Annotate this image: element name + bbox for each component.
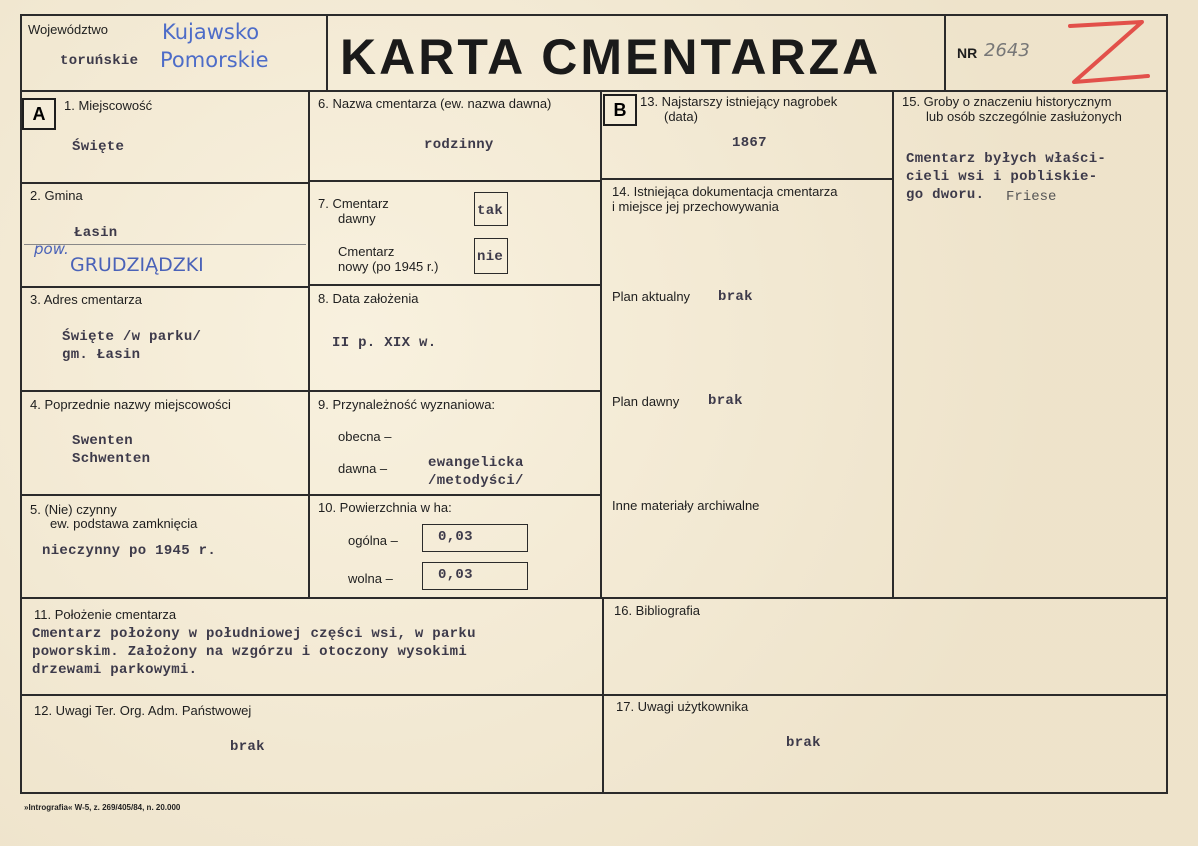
nr-value: 2643 — [984, 40, 1030, 61]
f5-value: nieczynny po 1945 r. — [42, 543, 217, 559]
section-a-box: A — [22, 98, 56, 130]
frame-left — [20, 14, 22, 794]
f9-obecna-label: obecna – — [338, 429, 392, 444]
c2-row-4 — [310, 494, 602, 496]
f15-label-2: lub osób szczególnie zasłużonych — [926, 109, 1122, 124]
f9-dawna-label: dawna – — [338, 461, 388, 476]
f10-ogolna-label: ogólna – — [348, 533, 398, 548]
f7-label-2: dawny — [338, 211, 376, 226]
f5-label-1: 5. (Nie) czynny — [30, 502, 117, 517]
bottom-section-mid — [20, 694, 1168, 696]
col-sep-2 — [600, 92, 602, 598]
f12-value: brak — [230, 739, 265, 755]
inne-materialy-label: Inne materiały archiwalne — [612, 498, 760, 513]
f5-label-2: ew. podstawa zamknięcia — [50, 516, 198, 531]
f15-label-1: 15. Groby o znaczeniu historycznym — [902, 94, 1112, 109]
f8-value: II p. XIX w. — [332, 335, 437, 351]
f17-label: 17. Uwagi użytkownika — [616, 699, 749, 714]
f8-label: 8. Data założenia — [318, 291, 419, 306]
f15-value: Cmentarz byłych właści- cieli wsi i pobliskie- go dworu. — [906, 151, 1107, 203]
c2-row-1 — [310, 180, 602, 182]
c2-row-2 — [310, 284, 602, 286]
f14-label-2: i miejsce jej przechowywania — [612, 199, 779, 214]
c1-row-3 — [20, 390, 310, 392]
card-title: KARTA CMENTARZA — [340, 29, 882, 85]
f10-label: 10. Powierzchnia w ha: — [318, 500, 452, 515]
f14-label-1: 14. Istniejąca dokumentacja cmentarza — [612, 184, 838, 199]
f9-dawna-value: ewangelicka /metodyści/ — [428, 455, 524, 489]
plan-dawny-value: brak — [708, 393, 743, 409]
f2-label: 2. Gmina — [30, 188, 83, 203]
header-sep-2 — [944, 14, 946, 92]
section-b-box: B — [603, 94, 637, 126]
f7b-value: nie — [477, 249, 504, 265]
bottom-section-top — [20, 597, 1168, 599]
c1-row-4 — [20, 494, 310, 496]
f2-value: Łasin — [74, 225, 118, 241]
stamp-line-1: Kujawsko — [162, 20, 260, 44]
f9-label: 9. Przynależność wyznaniowa: — [318, 397, 496, 412]
f11-label: 11. Położenie cmentarza — [34, 607, 177, 622]
header-divider — [20, 90, 1168, 92]
f10-wolna-value: 0,03 — [438, 567, 473, 583]
c2-row-3 — [310, 390, 602, 392]
f7-label-1: 7. Cmentarz — [318, 196, 389, 211]
wojewodztwo-label: Województwo — [28, 22, 108, 37]
f1-value: Święte — [72, 139, 125, 155]
col-sep-1 — [308, 92, 310, 598]
f7-value: tak — [477, 203, 504, 219]
f10-wolna-label: wolna – — [348, 571, 393, 586]
plan-aktualny-value: brak — [718, 289, 753, 305]
col-sep-3 — [892, 92, 894, 598]
red-z-mark — [1062, 16, 1152, 88]
f15-extra: Friese — [1006, 189, 1057, 205]
f10-ogolna-value: 0,03 — [438, 529, 473, 545]
f4-label: 4. Poprzednie nazwy miejscowości — [30, 397, 231, 412]
plan-aktualny-label: Plan aktualny — [612, 289, 691, 304]
wojewodztwo-value: toruńskie — [60, 53, 139, 69]
frame-right — [1166, 14, 1168, 794]
c1-row-2 — [20, 286, 310, 288]
c3-row-1 — [602, 178, 892, 180]
f12-label: 12. Uwagi Ter. Org. Adm. Państwowej — [34, 703, 252, 718]
f7b-label-1: Cmentarz — [338, 244, 395, 259]
f2-pow-label: pow. — [34, 240, 69, 258]
f6-label: 6. Nazwa cmentarza (ew. nazwa dawna) — [318, 96, 552, 111]
f16-label: 16. Bibliografia — [614, 603, 700, 618]
f11-value: Cmentarz położony w południowej części wsi, w parku poworskim. Założony na wzgórzu i otoczony wysokimi drzewami parkowymi. — [32, 626, 476, 678]
f7b-label-2: nowy (po 1945 r.) — [338, 259, 439, 274]
print-footer: »Intrografia« W-5, z. 269/405/84, n. 20.000 — [24, 803, 181, 812]
f17-value: brak — [786, 735, 821, 751]
plan-dawny-label: Plan dawny — [612, 394, 680, 409]
c1-row-1 — [20, 182, 310, 184]
frame-top — [20, 14, 1168, 16]
f3-label: 3. Adres cmentarza — [30, 292, 142, 307]
f1-label: 1. Miejscowość — [64, 98, 153, 113]
f2-pow-value: GRUDZIĄDZKI — [70, 254, 204, 276]
f4-value: Swenten Schwenten — [72, 433, 151, 467]
f13-label-2: (data) — [664, 109, 698, 124]
f13-value: 1867 — [732, 135, 767, 151]
stamp-line-2: Pomorskie — [160, 48, 269, 72]
frame-bottom — [20, 792, 1168, 794]
f3-value: Święte /w parku/ gm. Łasin — [62, 329, 202, 363]
f6-value: rodzinny — [424, 137, 494, 153]
nr-label: NR — [957, 45, 978, 61]
f13-label-1: 13. Najstarszy istniejący nagrobek — [640, 94, 838, 109]
header-sep-1 — [326, 14, 328, 92]
